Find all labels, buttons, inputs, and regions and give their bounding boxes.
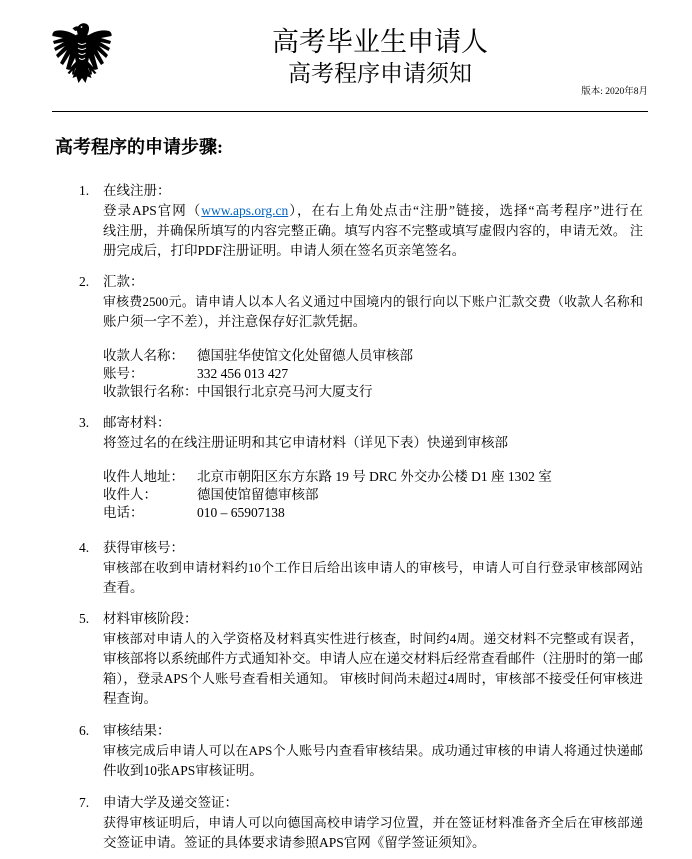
step-content bbox=[103, 181, 643, 261]
step-number: 4. bbox=[79, 540, 90, 555]
step-content bbox=[103, 272, 643, 401]
detail-row bbox=[103, 383, 643, 401]
detail-value: 332 456 013 427 bbox=[197, 366, 289, 381]
step-body-line: 账户须一字不差），并注意保存好汇款凭据。 bbox=[103, 314, 367, 329]
aps-website-link[interactable]: www.aps.org.cn bbox=[201, 203, 289, 218]
document-subtitle: 高考程序申请须知 bbox=[288, 61, 472, 86]
detail-label: 收件人地址： bbox=[103, 469, 184, 484]
section-heading: 高考程序的申请步骤: bbox=[55, 137, 223, 157]
step-title: 汇款： bbox=[103, 274, 144, 289]
detail-label: 电话： bbox=[103, 505, 144, 520]
step-title: 材料审核阶段： bbox=[103, 611, 198, 626]
step-title: 申请大学及递交签证： bbox=[103, 795, 238, 810]
step-7 bbox=[79, 793, 643, 853]
step-title: 邮寄材料： bbox=[103, 415, 171, 430]
federal-eagle-icon bbox=[51, 21, 113, 87]
step-body-line: 审核费2500元。请申请人以本人名义通过中国境内的银行向以下账户汇款交费（收款人名称和 bbox=[103, 295, 643, 309]
step-body-line: 审核部对申请人的入学资格及材料真实性进行核查，时间约4周。递交材料不完整或有误者， bbox=[103, 631, 643, 646]
detail-row bbox=[103, 347, 643, 365]
step-2 bbox=[79, 272, 643, 401]
detail-row bbox=[103, 504, 643, 522]
step-body-line: 将签过名的在线注册证明和其它申请材料（详见下表）快递到审核部 bbox=[103, 435, 508, 450]
version-label: 版本: 2020年8月 bbox=[581, 87, 648, 97]
step-number: 3. bbox=[79, 415, 90, 430]
step-5 bbox=[79, 609, 643, 709]
step-number: 2. bbox=[79, 274, 90, 289]
step-content bbox=[103, 609, 643, 709]
document-title: 高考毕业生申请人 bbox=[272, 27, 488, 57]
header-divider bbox=[52, 111, 648, 112]
step-body-line: 审核完成后申请人可以在APS个人账号内查看审核结果。成功通过审核的申请人将通过快递邮 bbox=[103, 743, 643, 758]
mailing-details bbox=[103, 468, 643, 522]
detail-label: 账号： bbox=[103, 366, 144, 381]
detail-value: 北京市朝阳区东方东路 19 号 DRC 外交办公楼 D1 座 1302 室 bbox=[197, 469, 552, 484]
step-body-text: ），在右上角处点击“注册”链接，选择“高考程序”进行在 bbox=[288, 203, 644, 218]
step-body-text: 登录APS官网（ bbox=[103, 203, 202, 218]
detail-row bbox=[103, 468, 643, 486]
detail-value: 010 – 65907138 bbox=[197, 505, 285, 520]
step-body-line: 件收到10张APS审核证明。 bbox=[103, 763, 263, 778]
step-body-line: 箱），登录APS个人账号查看相关通知。 审核时间尚未超过4周时，审核部不接受任何审核进 bbox=[103, 671, 643, 686]
step-body-line: 审核部将以系统邮件方式通知补交。申请人应在递交材料后经常查看邮件（注册时的第一邮 bbox=[103, 651, 643, 666]
federal-eagle-icon bbox=[51, 21, 113, 87]
step-title: 审核结果： bbox=[103, 723, 171, 738]
detail-row bbox=[103, 486, 643, 504]
step-body-line: 程查询。 bbox=[103, 691, 157, 706]
step-content bbox=[103, 721, 643, 781]
step-6 bbox=[79, 721, 643, 781]
step-body-line: 线注册，并确保所填写的内容完整正确。填写内容不完整或填写虚假内容的，申请无效。 注 bbox=[103, 223, 643, 238]
step-body-line: 审核部在收到申请材料约10个工作日后给出该申请人的审核号，申请人可自行登录审核部网站 bbox=[103, 561, 643, 575]
detail-label: 收款银行名称： bbox=[103, 384, 198, 399]
step-content bbox=[103, 413, 643, 522]
step-body-line: 交签证申请。签证的具体要求请参照APS官网《留学签证须知》。 bbox=[103, 835, 486, 850]
step-number: 1. bbox=[79, 183, 90, 198]
detail-label: 收款人名称： bbox=[103, 348, 184, 363]
step-content bbox=[103, 793, 643, 853]
step-3 bbox=[79, 413, 643, 522]
detail-value: 德国使馆留德审核部 bbox=[197, 487, 319, 502]
step-title: 获得审核号： bbox=[103, 540, 184, 555]
step-body-line bbox=[103, 201, 643, 221]
step-body-line: 获得审核证明后，申请人可以向德国高校申请学习位置，并在签证材料准备齐全后在审核部递 bbox=[103, 816, 643, 830]
detail-value: 中国银行北京亮马河大厦支行 bbox=[197, 384, 373, 399]
step-content bbox=[103, 538, 643, 598]
detail-label: 收件人： bbox=[103, 487, 157, 502]
step-4 bbox=[79, 538, 643, 598]
step-number: 5. bbox=[79, 611, 90, 626]
step-title: 在线注册： bbox=[103, 183, 171, 198]
payment-details bbox=[103, 347, 643, 401]
step-number: 6. bbox=[79, 723, 90, 738]
step-1 bbox=[79, 181, 643, 261]
step-body-line: 查看。 bbox=[103, 580, 144, 595]
detail-value: 德国驻华使馆文化处留德人员审核部 bbox=[197, 348, 413, 363]
step-body-line: 册完成后，打印PDF注册证明。申请人须在签名页亲笔签名。 bbox=[103, 243, 466, 258]
detail-row bbox=[103, 365, 643, 383]
step-number: 7. bbox=[79, 795, 90, 810]
